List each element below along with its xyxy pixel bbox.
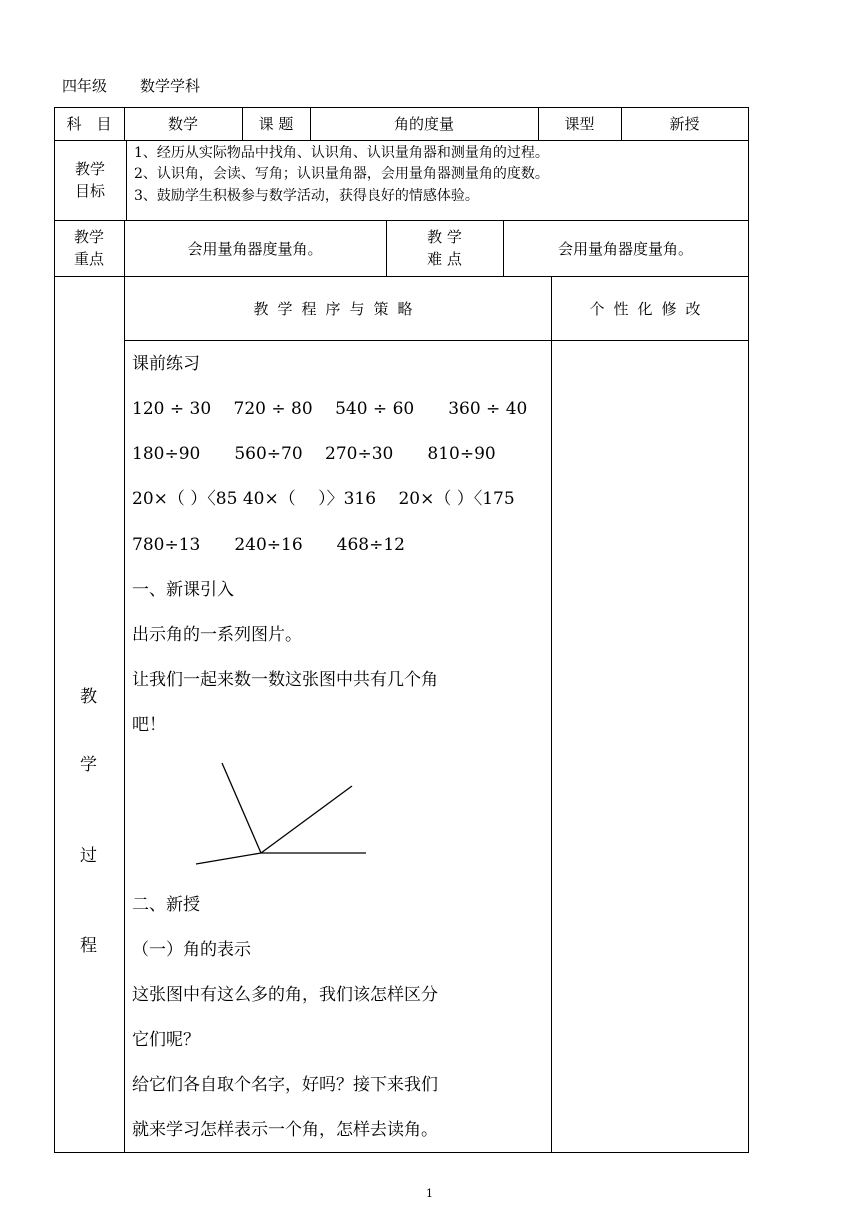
process-side-char-1: 教 xyxy=(80,687,97,707)
practice-row-4: 780÷13 240÷16 468÷12 xyxy=(132,535,405,555)
difficult-point-label-line1: 教 学 xyxy=(427,228,462,246)
page-number: 1 xyxy=(426,1187,433,1200)
subject-heading: 数学学科 xyxy=(140,77,201,95)
difficult-point-label-line2: 难 点 xyxy=(427,250,462,268)
difficult-point-value: 会用量角器度量角。 xyxy=(557,239,693,258)
process-side-label xyxy=(54,276,124,1152)
goal-item-1: 1、经历从实际物品中找角、认识角、认识量角器和测量角的过程。 xyxy=(134,145,549,161)
subsection-angle-notation: （一）角的表示 xyxy=(132,940,251,960)
goal-item-2: 2、认识角，会读、写角；认识量角器，会用量角器测量角的度数。 xyxy=(134,166,549,182)
strategy-column-header: 教学程序与策略 xyxy=(253,299,422,318)
content-line: 这张图中有这么多的角，我们该怎样区分 xyxy=(132,985,438,1005)
content-line: 给它们各自取个名字，好吗？接下来我们 xyxy=(132,1075,438,1095)
section-new-lesson-heading: 二、新授 xyxy=(132,895,200,915)
practice-row-1: 120 ÷ 30 720 ÷ 80 540 ÷ 60 360 ÷ 40 xyxy=(132,399,528,419)
angle-ray-diagonal xyxy=(261,786,352,853)
subject-label: 科 目 xyxy=(66,115,112,133)
goals-label-line1: 教学 xyxy=(74,160,105,178)
content-line: 它们呢？ xyxy=(132,1030,200,1050)
content-line: 吧！ xyxy=(132,715,166,735)
key-point-label-line2: 重点 xyxy=(73,250,104,268)
pre-class-practice-heading: 课前练习 xyxy=(132,354,200,374)
content-line: 让我们一起来数一数这张图中共有几个角 xyxy=(132,670,438,690)
section-intro-heading: 一、新课引入 xyxy=(132,580,234,600)
difficult-point-label xyxy=(386,220,503,276)
grade-label: 四年级 xyxy=(62,77,108,95)
topic-label: 课 题 xyxy=(258,115,294,133)
goal-item-3: 3、鼓励学生积极参与数学活动，获得良好的情感体验。 xyxy=(134,188,479,204)
subject-value: 数学 xyxy=(167,115,198,133)
angle-figure xyxy=(190,755,380,870)
key-point-label xyxy=(54,220,124,276)
content-line: 就来学习怎样表示一个角，怎样去读角。 xyxy=(132,1120,438,1140)
process-side-char-2: 学 xyxy=(80,755,97,775)
angle-ray-left xyxy=(196,853,261,864)
process-side-char-4: 程 xyxy=(80,936,97,956)
goals-label-line2: 目标 xyxy=(74,182,105,200)
practice-row-3: 20×（ ）〈85 40×（ ）〉316 20×（ ）〈175 xyxy=(132,489,515,509)
content-line: 出示角的一系列图片。 xyxy=(132,625,302,645)
key-point-value: 会用量角器度量角。 xyxy=(187,239,323,258)
key-point-label-line1: 教学 xyxy=(73,228,104,246)
goals-label xyxy=(54,140,126,220)
type-label: 课型 xyxy=(564,115,595,133)
topic-value: 角的度量 xyxy=(393,115,454,133)
type-value: 新授 xyxy=(669,115,700,133)
angle-ray-up xyxy=(222,763,261,853)
personal-edit-column-header: 个性化修改 xyxy=(589,299,710,318)
practice-row-2: 180÷90 560÷70 270÷30 810÷90 xyxy=(132,444,496,464)
process-side-char-3: 过 xyxy=(80,846,97,866)
